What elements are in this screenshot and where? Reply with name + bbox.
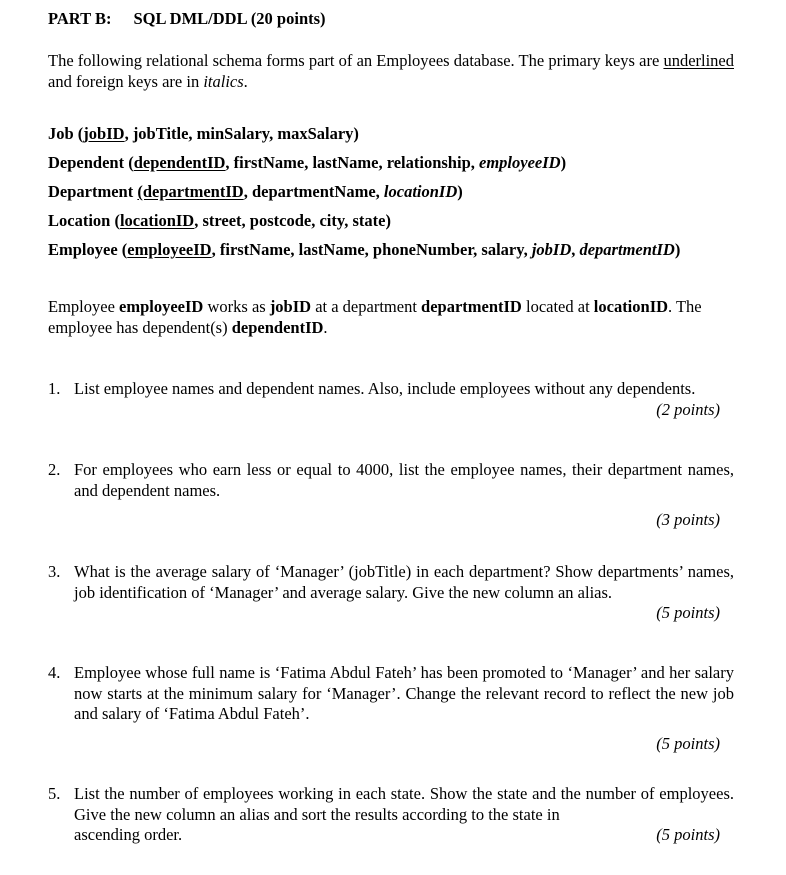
question-number: 1. bbox=[48, 379, 61, 398]
question-text: For employees who earn less or equal to 4000, list the employee names, their department names, and dependent names. bbox=[74, 460, 734, 500]
schema-job: Job (jobID, jobTitle, minSalary, maxSalary) bbox=[48, 124, 359, 143]
question-points: (3 points) bbox=[656, 510, 720, 529]
primary-key: dependentID bbox=[133, 153, 226, 172]
primary-key: jobID bbox=[83, 124, 125, 143]
section-title: SQL DML/DDL (20 points) bbox=[133, 9, 326, 28]
question-points: (5 points) bbox=[656, 733, 720, 753]
foreign-key: locationID bbox=[383, 182, 458, 201]
question-1 bbox=[48, 379, 734, 420]
section-heading bbox=[48, 9, 734, 29]
intro-paragraph: The following relational schema forms part of an Employees database. The primary keys are underlined and foreign keys are in italics. bbox=[48, 51, 734, 91]
question-number: 3. bbox=[48, 562, 61, 581]
question-text: What is the average salary of ‘Manager’ (jobTitle) in each department? Show departments’ names, job identification of ‘Manager’ and average salary. Give the new column an alias. bbox=[74, 562, 734, 602]
schema-department: Department (departmentID, departmentName, locationID) bbox=[48, 182, 463, 201]
question-3 bbox=[48, 562, 734, 624]
question-number: 5. bbox=[48, 784, 61, 803]
question-points: (2 points) bbox=[656, 399, 720, 419]
question-number: 4. bbox=[48, 663, 61, 682]
question-text-last-line: ascending order. (5 points) bbox=[74, 825, 734, 846]
question-text: List the number of employees working in each state. Show the state and the number of employees. Give the new column an alias and sort the results according to the state in bbox=[74, 784, 734, 824]
primary-key: locationID bbox=[119, 211, 195, 230]
question-number: 2. bbox=[48, 460, 61, 479]
foreign-key: jobID bbox=[531, 240, 572, 259]
foreign-key: employeeID bbox=[479, 153, 561, 172]
question-4 bbox=[48, 663, 734, 754]
question-2 bbox=[48, 460, 734, 531]
underlined-example: underlined bbox=[663, 51, 734, 70]
question-5 bbox=[48, 784, 734, 846]
foreign-key: departmentID bbox=[579, 240, 675, 259]
schema-description: Employee employeeID works as jobID at a department departmentID located at locationID. The employee has dependent(s) dependentID. bbox=[48, 297, 702, 337]
primary-key: (departmentID bbox=[137, 182, 244, 201]
schema-dependent: Dependent (dependentID, firstName, lastName, relationship, employeeID) bbox=[48, 153, 567, 172]
relational-schema bbox=[48, 119, 734, 264]
italics-example: italics bbox=[203, 72, 244, 91]
part-label: PART B: bbox=[48, 9, 112, 28]
schema-location: Location (locationID, street, postcode, city, state) bbox=[48, 211, 391, 230]
primary-key: employeeID bbox=[127, 240, 212, 259]
question-points: (5 points) bbox=[656, 825, 720, 844]
question-text: List employee names and dependent names. Also, include employees without any dependents. bbox=[74, 379, 696, 398]
question-text: Employee whose full name is ‘Fatima Abdul Fateh’ has been promoted to ‘Manager’ and her salary now starts at the minimum salary for ‘Manager’. Change the relevant record to reflect the new job and salary of ‘Fatima Abdul Fateh’. bbox=[74, 663, 734, 723]
schema-employee: Employee (employeeID, firstName, lastName, phoneNumber, salary, jobID, departmentID) bbox=[48, 240, 681, 259]
question-points: (5 points) bbox=[656, 603, 720, 622]
